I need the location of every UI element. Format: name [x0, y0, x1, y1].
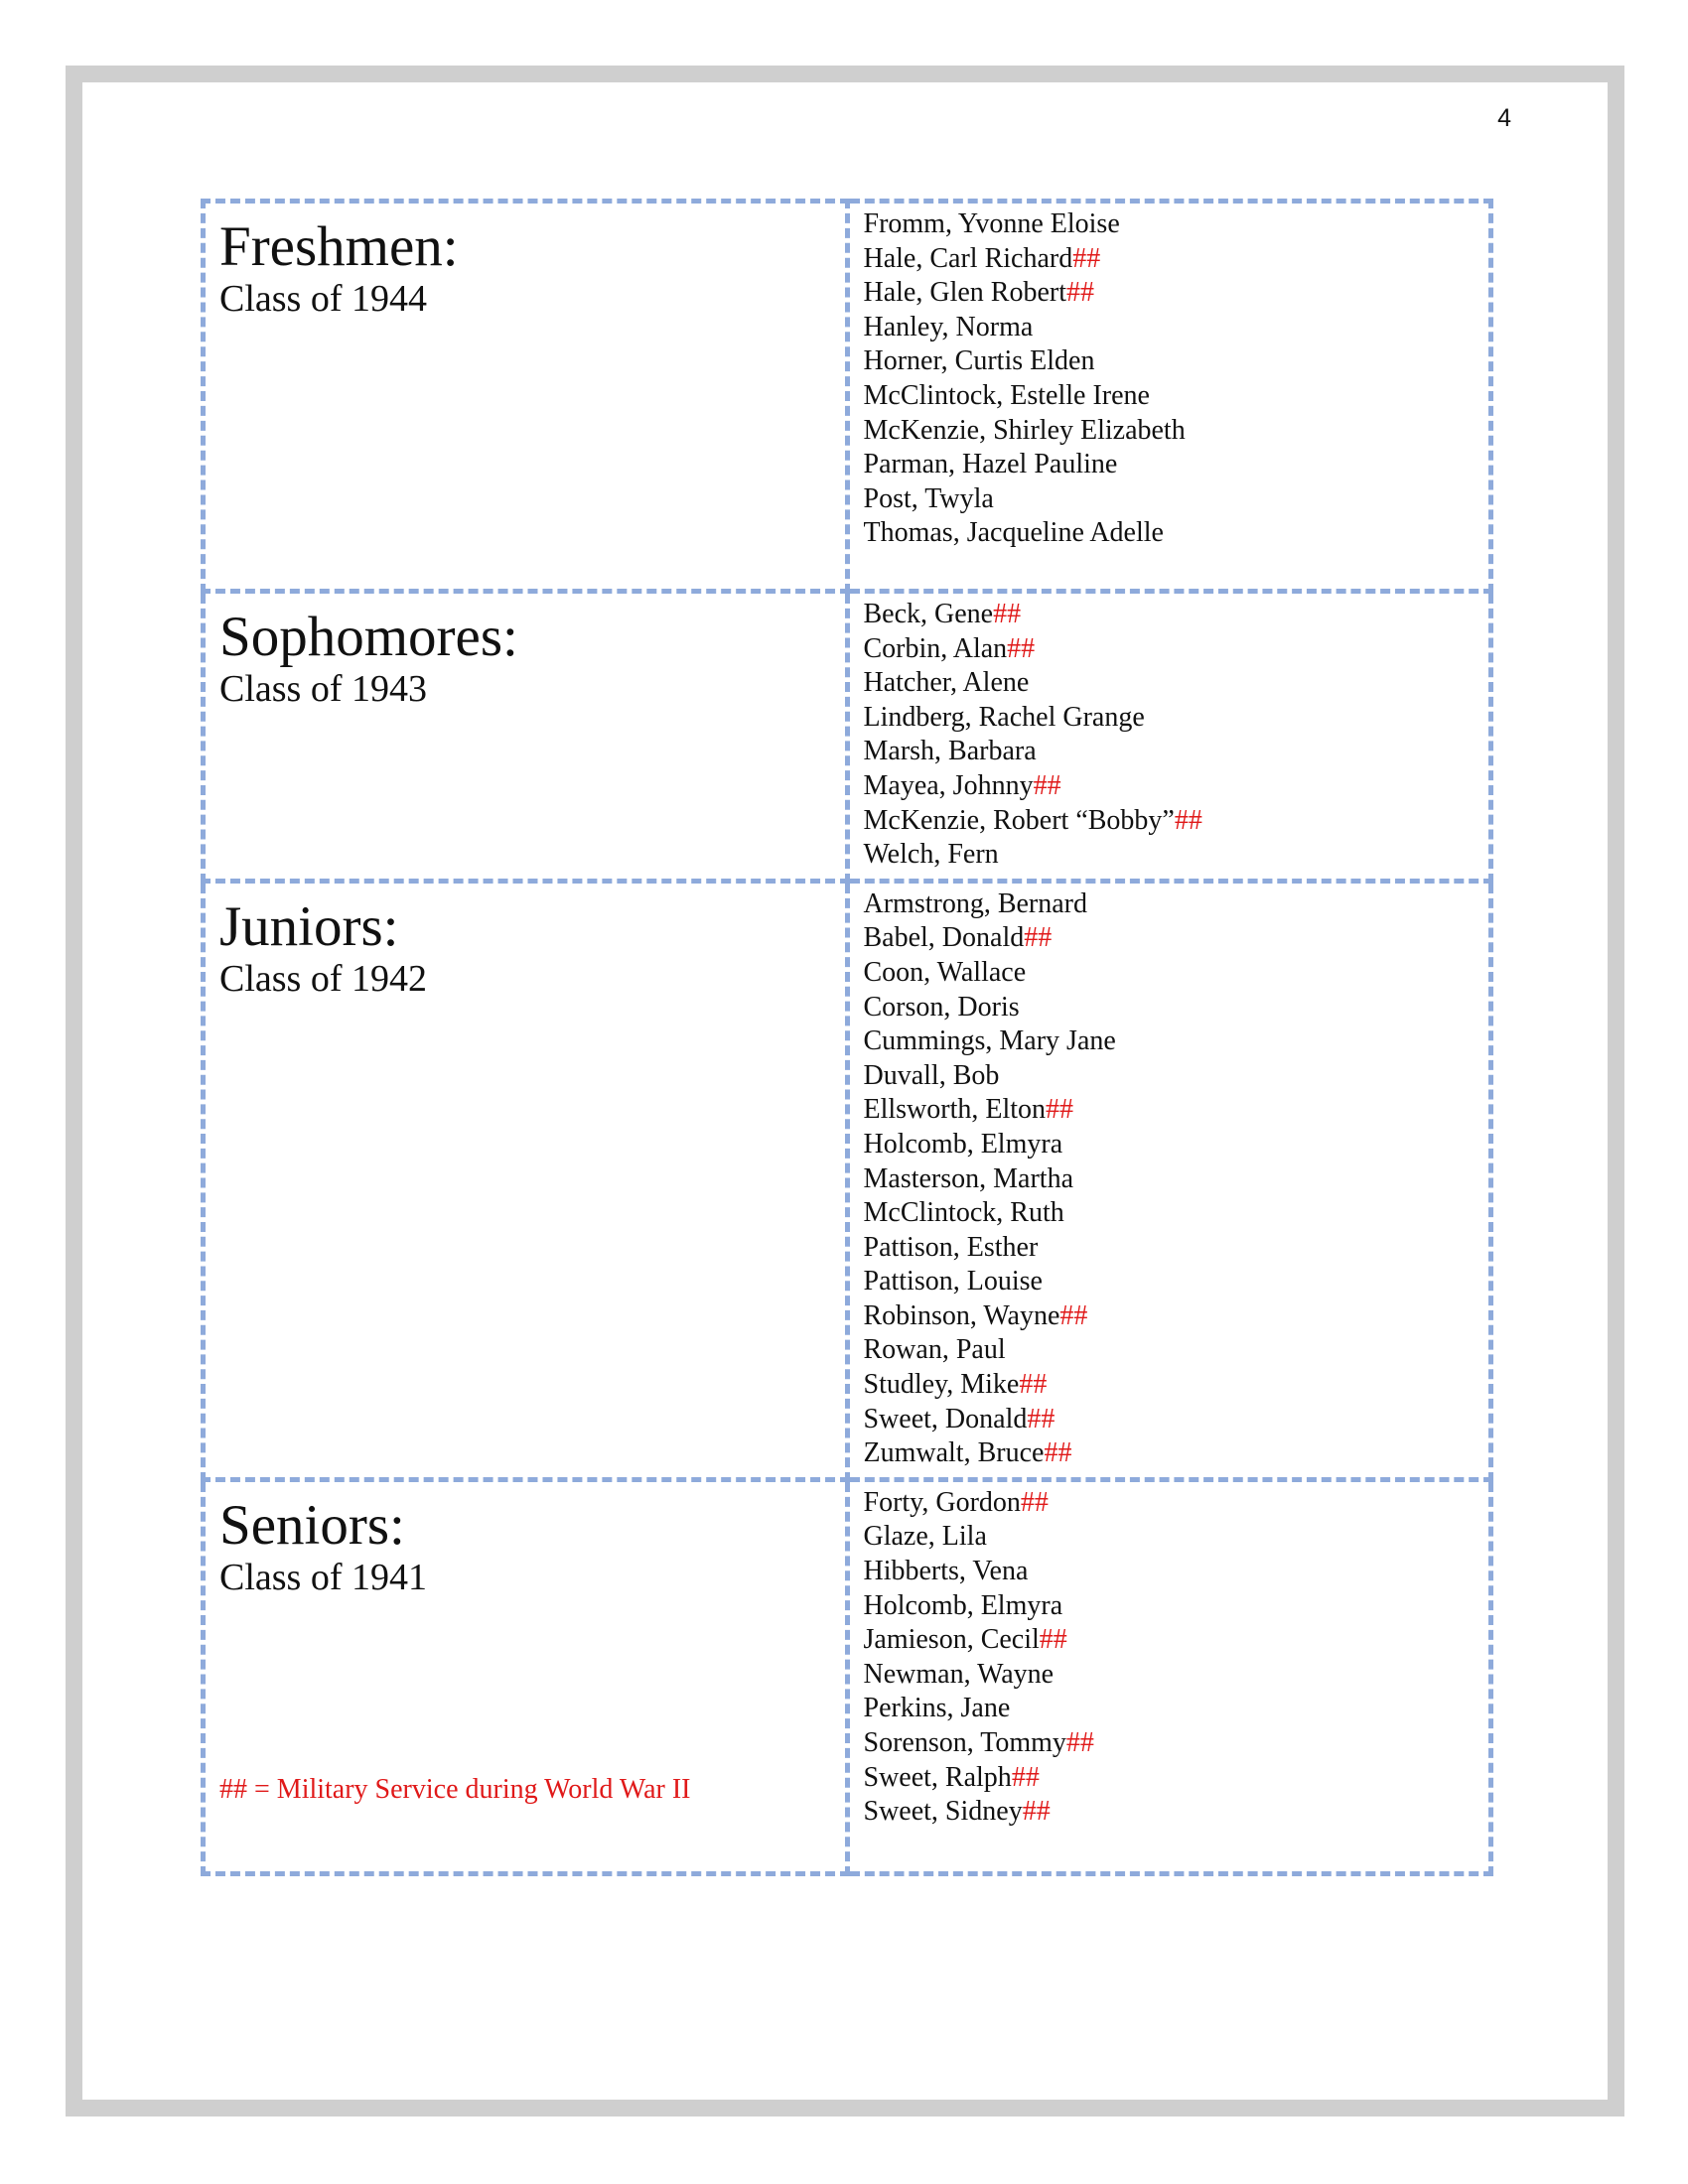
student-name-text: Duvall, Bob: [863, 1059, 1000, 1091]
student-name-text: Parman, Hazel Pauline: [863, 449, 1118, 480]
class-title: Juniors:: [219, 894, 399, 958]
student-name: [864, 1231, 1489, 1266]
student-name-text: Forty, Gordon: [863, 1486, 1021, 1518]
legend-symbol: ##: [219, 1773, 247, 1805]
military-service-legend: [219, 1774, 690, 1806]
student-name-text: Hatcher, Alene: [863, 667, 1030, 699]
student-name: [864, 991, 1489, 1025]
student-name-text: Hibberts, Vena: [863, 1556, 1029, 1587]
student-name: [864, 1299, 1489, 1334]
student-name-text: McKenzie, Shirley Elizabeth: [863, 414, 1186, 446]
class-title: Sophomores:: [219, 606, 518, 668]
section-heading-cell: [204, 1479, 848, 1873]
student-name: [864, 1059, 1489, 1094]
student-name: [864, 482, 1489, 517]
page-number: 4: [1497, 104, 1511, 132]
military-service-mark: ##: [1174, 804, 1202, 836]
legend-text: = Military Service during World War II: [247, 1773, 691, 1805]
class-title: Seniors:: [219, 1493, 405, 1557]
student-name-text: Glaze, Lila: [863, 1521, 987, 1553]
student-name: [864, 1555, 1489, 1589]
student-name-text: Pattison, Louise: [863, 1266, 1043, 1297]
section-row-sophomores: [204, 592, 1491, 882]
military-service-mark: ##: [1022, 1796, 1051, 1828]
student-name-text: McClintock, Estelle Irene: [863, 379, 1150, 411]
student-name-text: Robinson, Wayne: [863, 1299, 1060, 1331]
student-name: [864, 1368, 1489, 1403]
student-name-text: Corbin, Alan: [863, 632, 1008, 664]
military-service-mark: ##: [1072, 242, 1101, 274]
military-service-mark: ##: [993, 599, 1022, 629]
student-name-text: McKenzie, Robert “Bobby”: [863, 804, 1175, 836]
class-year: Class of 1943: [219, 668, 427, 710]
student-name: [864, 887, 1489, 922]
section-row-freshmen: [204, 202, 1491, 592]
student-name: [864, 1196, 1489, 1231]
student-name-text: Hale, Glen Robert: [863, 277, 1066, 309]
class-year: Class of 1944: [219, 278, 427, 320]
student-name: [864, 311, 1489, 345]
student-name: [864, 448, 1489, 482]
names-cell: [847, 1479, 1491, 1873]
student-name: [864, 1658, 1489, 1693]
student-name-text: Horner, Curtis Elden: [863, 345, 1095, 377]
student-name: [864, 1128, 1489, 1162]
name-list: [864, 598, 1489, 873]
student-name: [864, 1726, 1489, 1761]
student-name: [864, 344, 1489, 379]
name-list: [864, 1486, 1489, 1830]
names-cell: [847, 592, 1491, 882]
student-name: [864, 804, 1489, 839]
student-name: [864, 1093, 1489, 1128]
student-name: [864, 666, 1489, 701]
military-service-mark: ##: [1039, 1624, 1067, 1656]
student-name: [864, 516, 1489, 551]
student-name: [864, 632, 1489, 667]
student-name: [864, 1520, 1489, 1555]
student-name: [864, 207, 1489, 242]
military-service-mark: ##: [1065, 1727, 1094, 1758]
student-name: [864, 379, 1489, 414]
student-name-text: Perkins, Jane: [863, 1693, 1011, 1724]
section-heading-cell: [204, 592, 848, 882]
student-name: [864, 838, 1489, 873]
class-roster-table: [201, 199, 1493, 1876]
student-name-text: Sweet, Donald: [863, 1403, 1028, 1434]
student-name: [864, 1024, 1489, 1059]
student-name-text: Corson, Doris: [863, 991, 1020, 1023]
military-service-mark: ##: [1046, 1094, 1074, 1126]
class-year: Class of 1941: [219, 1556, 427, 1598]
name-list: [864, 207, 1489, 551]
student-name: [864, 956, 1489, 991]
section-heading-cell: [204, 881, 848, 1479]
student-name-text: Hale, Carl Richard: [863, 242, 1073, 274]
student-name-text: Newman, Wayne: [863, 1658, 1055, 1690]
student-name: [864, 1692, 1489, 1726]
student-name: [864, 414, 1489, 449]
student-name: [864, 769, 1489, 804]
student-name: [864, 1162, 1489, 1197]
student-name-text: Pattison, Esther: [863, 1231, 1039, 1263]
section-row-juniors: [204, 881, 1491, 1479]
student-name-text: Fromm, Yvonne Eloise: [863, 208, 1120, 239]
document-page: [82, 82, 1608, 2100]
military-service-mark: ##: [1024, 922, 1053, 954]
military-service-mark: ##: [1019, 1369, 1048, 1401]
student-name-text: Sorenson, Tommy: [863, 1727, 1066, 1758]
student-name-text: Jamieson, Cecil: [863, 1624, 1040, 1656]
student-name-text: Lindberg, Rachel Grange: [863, 701, 1145, 733]
class-year: Class of 1942: [219, 957, 427, 1000]
student-name-text: Zumwalt, Bruce: [863, 1437, 1045, 1469]
student-name-text: Hanley, Norma: [863, 311, 1034, 342]
name-list: [864, 887, 1489, 1471]
student-name-text: Armstrong, Bernard: [863, 887, 1088, 919]
names-cell: [847, 881, 1491, 1479]
military-service-mark: ##: [1066, 277, 1094, 309]
student-name-text: Thomas, Jacqueline Adelle: [863, 517, 1164, 549]
student-name-text: Cummings, Mary Jane: [863, 1025, 1116, 1057]
student-name: [864, 276, 1489, 311]
student-name-text: Marsh, Barbara: [863, 736, 1037, 767]
student-name-text: Post, Twyla: [863, 482, 994, 514]
student-name: [864, 1486, 1489, 1521]
student-name: [864, 1436, 1489, 1471]
student-name: [864, 1265, 1489, 1299]
student-name-text: Babel, Donald: [863, 922, 1025, 954]
military-service-mark: ##: [1027, 1403, 1055, 1434]
military-service-mark: ##: [1044, 1437, 1072, 1469]
student-name: [864, 1333, 1489, 1368]
student-name-text: Ellsworth, Elton: [863, 1094, 1047, 1126]
student-name-text: Coon, Wallace: [863, 956, 1027, 988]
student-name: [864, 701, 1489, 736]
student-name-text: McClintock, Ruth: [863, 1197, 1064, 1229]
section-row-seniors: [204, 1479, 1491, 1873]
military-service-mark: ##: [1033, 769, 1061, 801]
student-name-text: Masterson, Martha: [863, 1162, 1074, 1194]
military-service-mark: ##: [1007, 632, 1036, 664]
student-name-text: Beck, Gene: [863, 599, 994, 629]
class-title: Freshmen:: [219, 215, 459, 278]
student-name-text: Holcomb, Elmyra: [863, 1589, 1063, 1621]
student-name: [864, 1795, 1489, 1830]
section-heading-cell: [204, 202, 848, 592]
student-name: [864, 1623, 1489, 1658]
student-name-text: Welch, Fern: [863, 839, 999, 871]
student-name-text: Sweet, Sidney: [863, 1796, 1023, 1828]
student-name-text: Mayea, Johnny: [863, 769, 1034, 801]
student-name-text: Rowan, Paul: [863, 1334, 1006, 1366]
student-name: [864, 1403, 1489, 1437]
student-name-text: Holcomb, Elmyra: [863, 1128, 1063, 1160]
student-name: [864, 242, 1489, 277]
student-name: [864, 921, 1489, 956]
student-name: [864, 598, 1489, 632]
student-name-text: Sweet, Ralph: [863, 1761, 1012, 1793]
student-name: [864, 735, 1489, 769]
student-name-text: Studley, Mike: [863, 1369, 1020, 1401]
military-service-mark: ##: [1059, 1299, 1088, 1331]
military-service-mark: ##: [1011, 1761, 1040, 1793]
student-name: [864, 1761, 1489, 1796]
military-service-mark: ##: [1020, 1486, 1049, 1518]
student-name: [864, 1589, 1489, 1624]
names-cell: [847, 202, 1491, 592]
